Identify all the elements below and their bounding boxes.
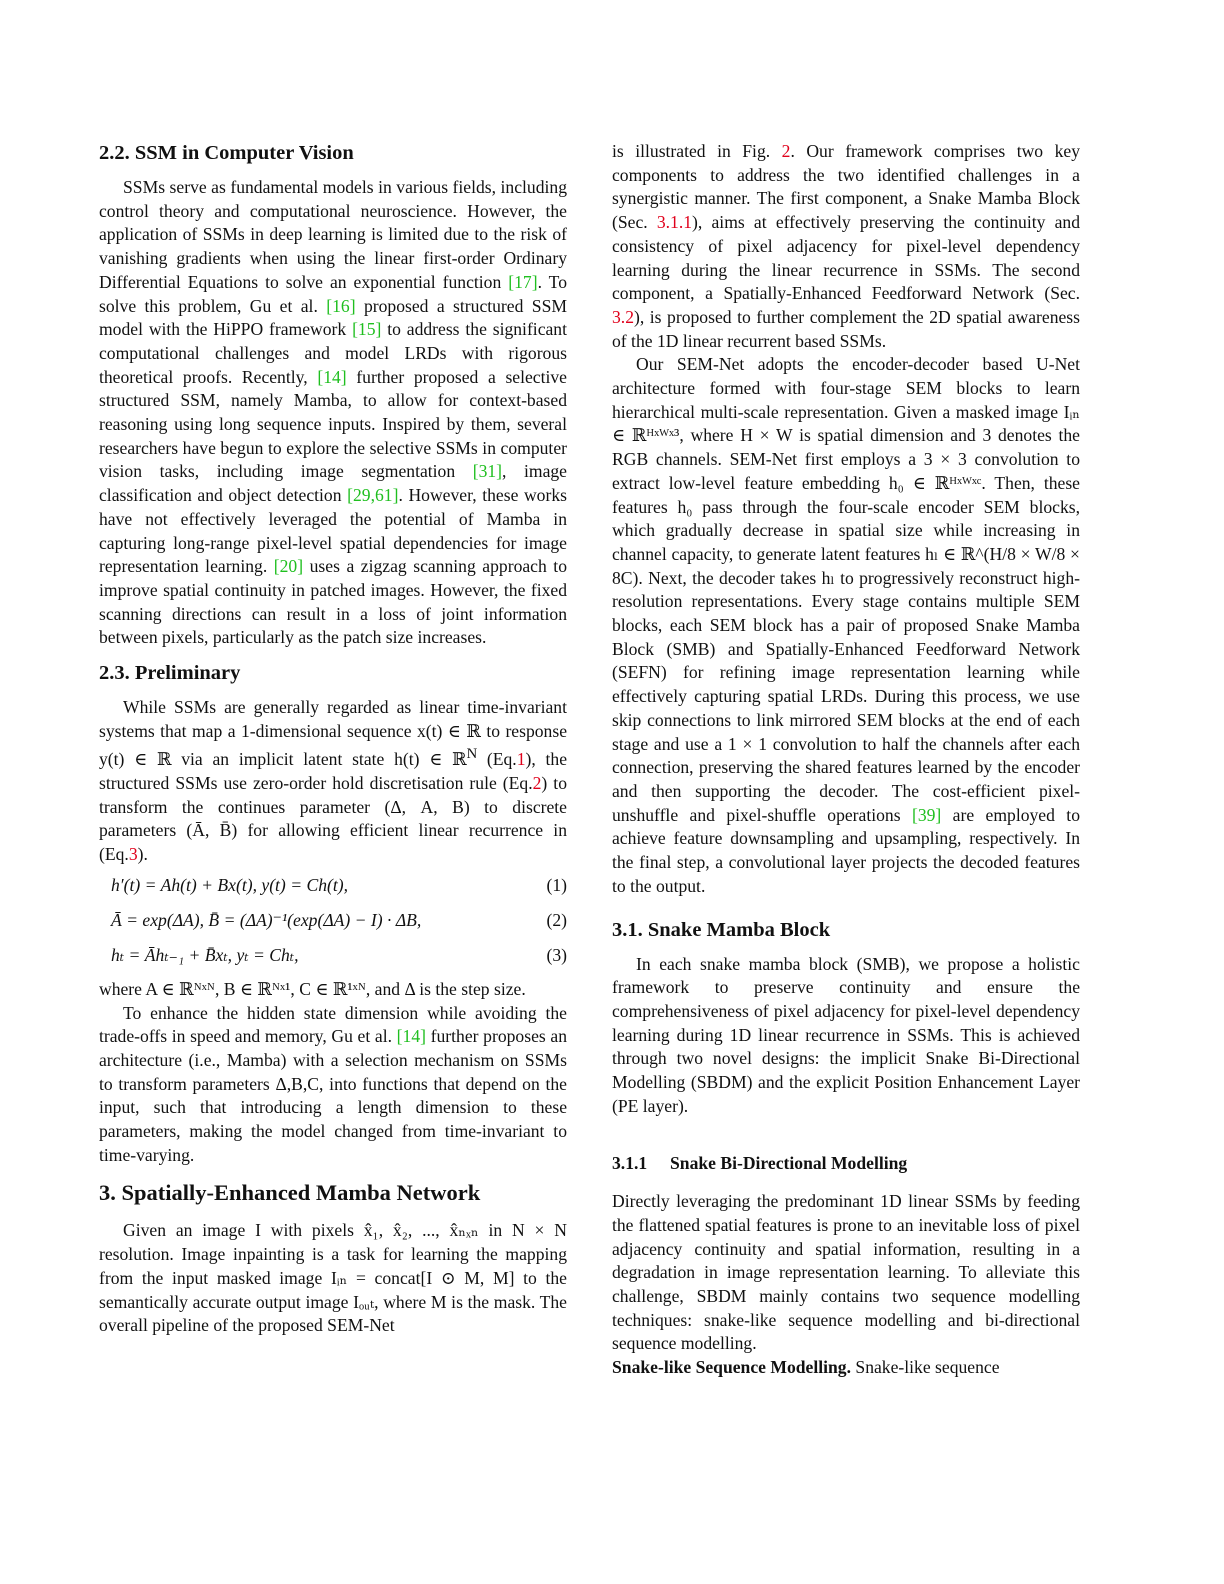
citation-link[interactable]: [16] [326, 295, 356, 316]
citation-link[interactable]: [14] [317, 366, 347, 387]
section-3-title: 3. Spatially-Enhanced Mamba Network [99, 1180, 481, 1206]
snake-modelling-paragraph: Snake-like Sequence Modelling. Snake-like sequence [612, 1357, 1000, 1378]
equation-link[interactable]: 3 [128, 844, 138, 865]
section-3-1-1-paragraph: Directly leveraging the predominant 1D linear SSMs by feeding the flattened spatial features is prone to an inevitable loss of pixel adjacency continuity and spatial information, resulting in a degradation in image representation learning. To alleviate this challenge, SBDM mainly contains two sequence modelling techniques: snake-like sequence modelling and bi-directional sequence modelling. [612, 1191, 1080, 1354]
section-3-paragraph: Given an image I with pixels x̂₁, x̂₂, ..., x̂ₙₓₙ in N × N resolution. Image inpainting is a task for learning the mapping from the input masked image Iᵢₙ = concat[I ⊙ M, M] to the semantically accurate output image Iₒᵤₜ, where M is the mask. The overall pipeline of the proposed SEM-Net [99, 1220, 567, 1336]
section-2-2-title: 2.2. SSM in Computer Vision [99, 142, 354, 164]
section-3-1-title: 3.1. Snake Mamba Block [612, 918, 831, 941]
citation-link[interactable]: [14] [396, 1026, 426, 1047]
citation-link[interactable]: [29,61] [347, 485, 399, 506]
citation-link[interactable]: [39] [911, 804, 942, 825]
section-link[interactable]: 3.2 [612, 306, 634, 327]
left-column [99, 140, 567, 1338]
pipeline-paragraph: is illustrated in Fig. 2. Our framework comprises two key components to address the two identified challenges in a synergistic manner. The first component, a Snake Mamba Block (Sec. 3.1.1), aims at effectively preserving the continuity and consistency of pixel adjacency for pixel-level dependency learning during the linear recurrence in SSMs. The second component, a Spatially-Enhanced Feedforward Network (Sec. 3.2), is proposed to further complement the 2D spatial awareness of the 1D linear recurrent based SSMs. [612, 141, 1080, 351]
section-link[interactable]: 3.1.1 [656, 212, 693, 233]
citation-link[interactable]: [17] [508, 271, 538, 292]
equation-2: Ā = exp(ΔA), B̄ = (ΔA)⁻¹(exp(ΔA) − I) · ΔB, (2) [111, 909, 567, 930]
section-3-1-paragraph: In each snake mamba block (SMB), we propose a holistic framework to preserve continuity and ensure the comprehensiveness of pixel adjacency for pixel-level dependency learning during 1D linear recurrence in SSMs. This is achieved through two novel designs: the implicit Snake Bi-Directional Modelling (SBDM) and the explicit Position Enhancement Layer (PE layer). [612, 953, 1080, 1116]
right-column [612, 140, 1080, 1380]
figure-link[interactable]: 2 [781, 141, 791, 161]
architecture-paragraph: Our SEM-Net adopts the encoder-decoder based U-Net architecture formed with four-stage SEM blocks to learn hierarchical multi-scale representation. Given a masked image Iᵢₙ ∈ ℝᴴˣᵂˣ³, where H × W is spatial dimension and 3 denotes the RGB channels. SEM-Net first employs a 3 × 3 convolution to extract low-level feature embedding h₀ ∈ ℝᴴˣᵂˣᶜ. Then, these features h₀ pass through the four-scale encoder SEM blocks, which gradually decrease in spatial size while increasing in channel capacity, to generate latent features hₗ ∈ ℝ^(H/8 × W/8 × 8C). Next, the decoder takes hₗ to progressively reconstruct high-resolution representations. Every stage contains multiple SEM blocks, each SEM block has a pair of proposed Snake Mamba Block (SMB) and Spatially-Enhanced Feedforward Network (SEFN) for refining image representation learning while effectively capturing spatial LRDs. During this process, we use skip connections to link mirrored SEM blocks at the end of each stage and use a 1 × 1 convolution to half the channels after each connection, preserving the shared features learned by the encoder and then supporting the decoder. The cost-efficient pixel-unshuffle and pixel-shuffle operations [39] are employed to achieve feature downsampling and upsampling, respectively. In the final step, a convolutional layer projects the decoded features to the output. [612, 354, 1080, 896]
citation-link[interactable]: [31] [472, 461, 503, 482]
section-3-1-1-title: 3.1.1 Snake Bi-Directional Modelling [612, 1153, 908, 1174]
section-2-3-title: 2.3. Preliminary [99, 662, 241, 685]
section-2-2-paragraph: SSMs serve as fundamental models in various fields, including control theory and computational neuroscience. However, the application of SSMs in deep learning is limited due to the risk of vanishing gradients when using the linear first-order Ordinary Differential Equations to solve an exponential function [17]. To solve this problem, Gu et al. [16] proposed a structured SSM model with the HiPPO framework [15] to address the significant computational challenges and model LRDs with rigorous theoretical proofs. Recently, [14] further proposed a selective structured SSM, namely Mamba, to allow for context-based reasoning using long sequence inputs. Inspired by them, several researchers have begun to explore the selective SSMs in computer vision tasks, including image segmentation [31], image classification and object detection [29,61]. However, these works have not effectively leveraged the potential of Mamba in capturing long-range pixel-level spatial dependencies for image representation learning. [20] uses a zigzag scanning approach to improve spatial continuity in patched images. However, the fixed scanning directions can result in a loss of joint information between pixels, particularly as the patch size increases. [99, 177, 568, 648]
equation-3: hₜ = Āhₜ₋₁ + B̄xₜ, yₜ = Chₜ, (3) [111, 944, 567, 965]
equation-link[interactable]: 2 [532, 773, 542, 794]
equation-link[interactable]: 1 [516, 749, 526, 770]
citation-link[interactable]: [15] [352, 319, 382, 340]
equation-1: h′(t) = Ah(t) + Bx(t), y(t) = Ch(t), (1) [111, 874, 567, 895]
section-2-3-paragraph: While SSMs are generally regarded as linear time-invariant systems that map a 1-dimensional sequence x(t) ∈ ℝ to response y(t) ∈ ℝ via an implicit latent state h(t) ∈ ℝ$^N$ (Eq.1), the structured SSMs use zero-order hold discretisation rule (Eq.2) to transform the continues parameter (Δ, A, B) to discrete parameters (Ā, B̄) for allowing efficient linear recurrence in (Eq.3). [99, 697, 568, 865]
equation-where-text: where A ∈ ℝᴺˣᴺ, B ∈ ℝᴺˣ¹, C ∈ ℝ¹ˣᴺ, and Δ is the step size. [99, 978, 526, 999]
section-2-3-paragraph-2: To enhance the hidden state dimension while avoiding the trade-offs in speed and memory, Gu et al. [14] further proposes an architecture (i.e., Mamba) with a selection mechanism on SSMs to transform parameters Δ,B,C, into functions that depend on the input, such that introducing a length dimension to these parameters, making the model changed from time-invariant to time-varying. [99, 1002, 567, 1165]
citation-link[interactable]: [20] [273, 556, 304, 577]
